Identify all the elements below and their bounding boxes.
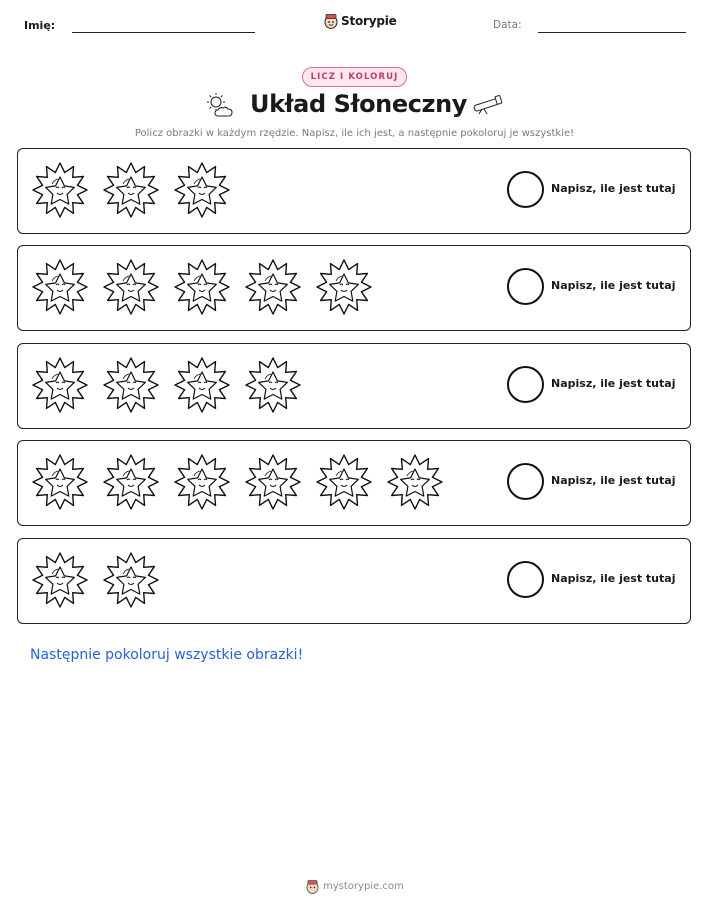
counting-row xyxy=(17,148,691,234)
sun-icon[interactable] xyxy=(244,258,302,316)
sun-icon[interactable] xyxy=(102,258,160,316)
name-label: Imię: xyxy=(24,19,56,32)
sun-icon[interactable] xyxy=(315,258,373,316)
sun-icon[interactable] xyxy=(173,258,231,316)
sun-icon[interactable] xyxy=(31,551,89,609)
sun-icon[interactable] xyxy=(102,453,160,511)
sun-icon[interactable] xyxy=(173,356,231,414)
telescope-icon xyxy=(470,93,504,115)
brand-logo xyxy=(324,13,397,29)
date-line[interactable] xyxy=(538,32,686,33)
answer-label: Napisz, ile jest tutaj xyxy=(551,279,676,292)
sun-icon[interactable] xyxy=(31,356,89,414)
sun-icon[interactable] xyxy=(31,258,89,316)
answer-circle[interactable] xyxy=(507,463,544,500)
sun-icon[interactable] xyxy=(102,551,160,609)
sun-icon[interactable] xyxy=(173,453,231,511)
sun-icon[interactable] xyxy=(102,161,160,219)
date-label: Data: xyxy=(493,19,522,31)
answer-circle[interactable] xyxy=(507,561,544,598)
answer-label: Napisz, ile jest tutaj xyxy=(551,182,676,195)
answer-label: Napisz, ile jest tutaj xyxy=(551,572,676,585)
sun-icon[interactable] xyxy=(244,356,302,414)
name-line[interactable] xyxy=(72,32,255,33)
activity-badge: LICZ I KOLORUJ xyxy=(302,67,407,87)
worksheet-header xyxy=(0,0,709,50)
sun-icon[interactable] xyxy=(315,453,373,511)
instructions-text: Policz obrazki w każdym rzędzie. Napisz, ile ich jest, a następnie pokoloruj je wszystkie! xyxy=(134,128,575,139)
answer-label: Napisz, ile jest tutaj xyxy=(551,474,676,487)
footer-note: Następnie pokoloruj wszystkie obrazki! xyxy=(30,647,304,663)
title-area xyxy=(0,88,709,128)
counting-row xyxy=(17,538,691,624)
sun-icon[interactable] xyxy=(386,453,444,511)
answer-label: Napisz, ile jest tutaj xyxy=(551,377,676,390)
counting-row xyxy=(17,245,691,331)
mascot-logo-icon xyxy=(306,879,319,894)
page-title: Układ Słoneczny xyxy=(250,90,468,118)
answer-circle[interactable] xyxy=(507,171,544,208)
answer-circle[interactable] xyxy=(507,366,544,403)
sun-icon[interactable] xyxy=(173,161,231,219)
sun-icon[interactable] xyxy=(102,356,160,414)
sun-cloud-icon xyxy=(205,92,235,120)
mascot-logo-icon xyxy=(324,13,338,29)
answer-circle[interactable] xyxy=(507,268,544,305)
counting-row xyxy=(17,343,691,429)
footer-brand-url: mystorypie.com xyxy=(323,881,404,892)
footer-brand xyxy=(306,879,404,894)
counting-row xyxy=(17,440,691,526)
sun-icon[interactable] xyxy=(31,161,89,219)
sun-icon[interactable] xyxy=(244,453,302,511)
brand-name: Storypie xyxy=(341,14,397,28)
sun-icon[interactable] xyxy=(31,453,89,511)
